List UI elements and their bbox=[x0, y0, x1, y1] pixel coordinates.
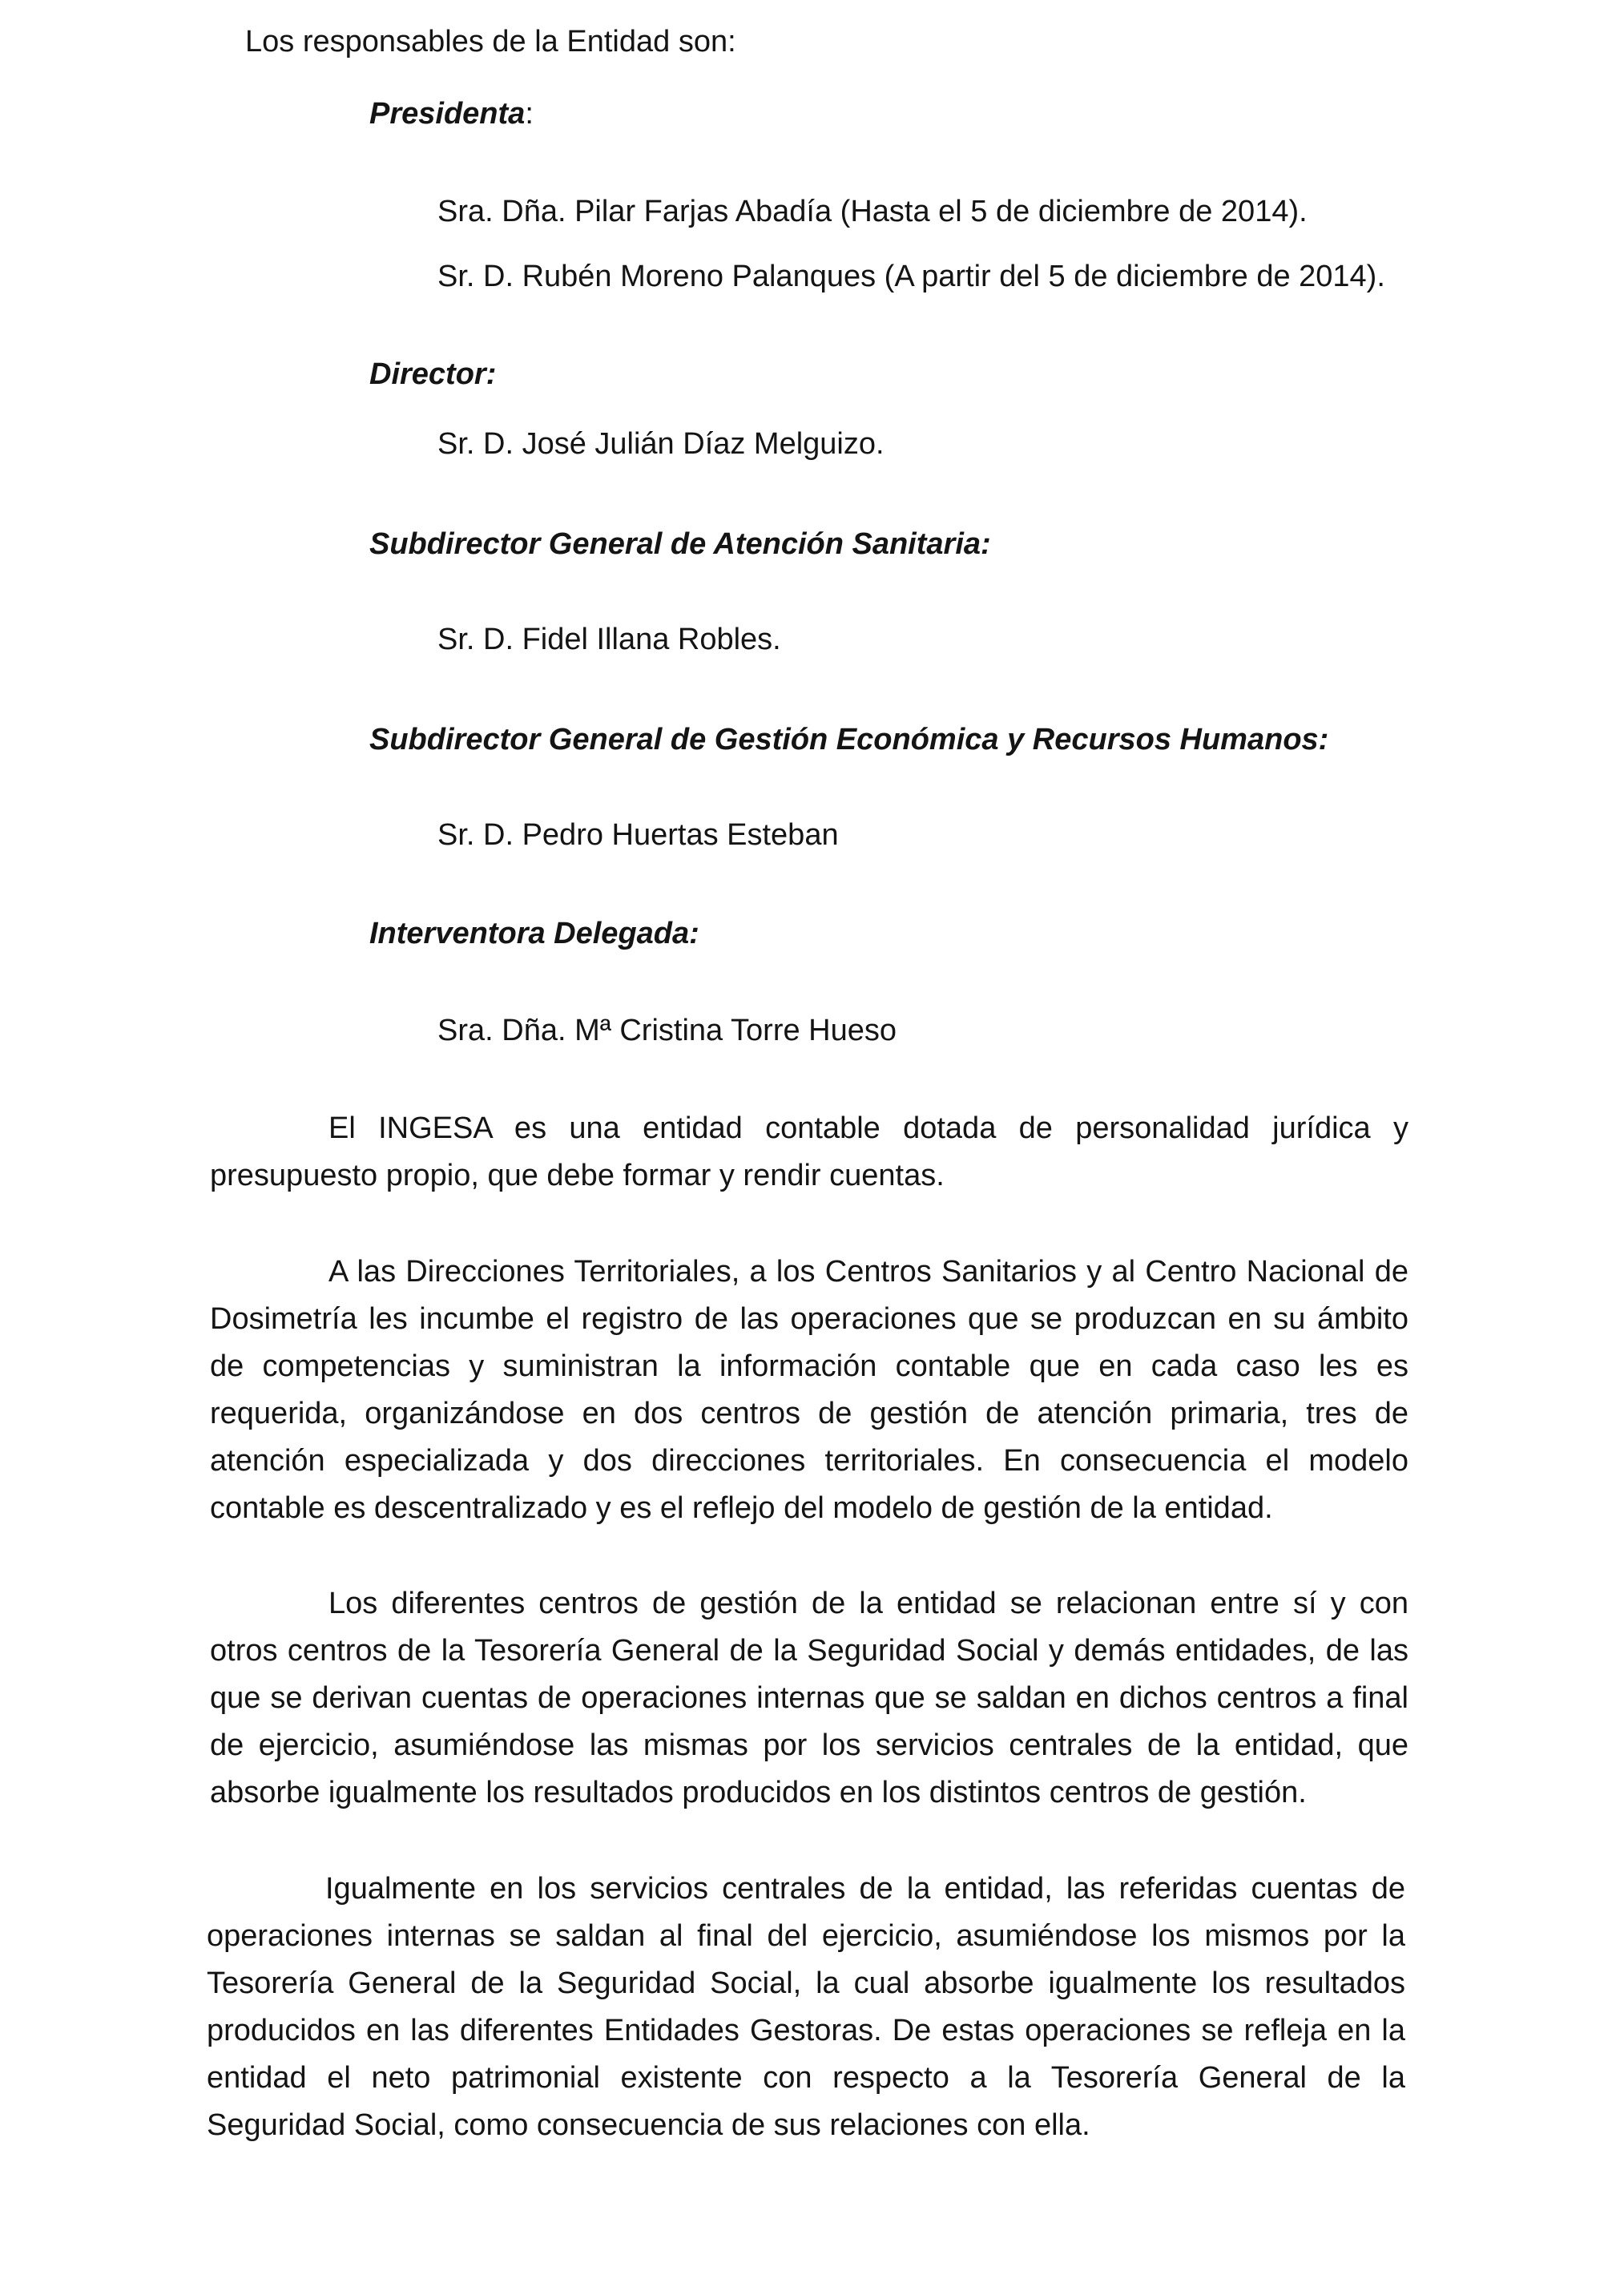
paragraph-4 bbox=[207, 1866, 1405, 2149]
role-director: Director: bbox=[369, 357, 497, 391]
intro-text: Los responsables de la Entidad son: bbox=[245, 25, 736, 58]
person-interventora: Sra. Dña. Mª Cristina Torre Hueso bbox=[437, 1014, 897, 1047]
paragraph-1 bbox=[210, 1105, 1408, 1200]
paragraph-3-text: Los diferentes centros de gestión de la entidad se relacionan entre sí y con otros centros de la Tesorería General de la Seguridad Social y demás entidades, de las que se derivan cuentas de operaciones internas que se saldan en dichos centros a final de ejercicio, asumiéndose las mismas por los servicios centrales de la entidad, que absorbe igualmente los resultados producidos en los distintos centros de gestión. bbox=[210, 1587, 1408, 1809]
person-director: Sr. D. José Julián Díaz Melguizo. bbox=[437, 427, 885, 461]
paragraph-3 bbox=[210, 1580, 1408, 1817]
paragraph-2 bbox=[210, 1248, 1408, 1532]
role-presidenta bbox=[369, 93, 534, 135]
person-subdirector-gestion: Sr. D. Pedro Huertas Esteban bbox=[437, 818, 839, 852]
person-presidenta-1: Sra. Dña. Pilar Farjas Abadía (Hasta el 5 de diciembre de 2014). bbox=[437, 195, 1308, 228]
paragraph-2-text: A las Direcciones Territoriales, a los Centros Sanitarios y al Centro Nacional de Dosimetría les incumbe el registro de las operaciones que se produzcan en su ámbito de competencias y suministran la información contable que en cada caso les es requerida, organizándose en dos centros de gestión de atención primaria, tres de atención especializada y dos direcciones territoriales. En consecuencia el modelo contable es descentralizado y es el reflejo del modelo de gestión de la entidad. bbox=[210, 1255, 1408, 1525]
role-subdirector-atencion: Subdirector General de Atención Sanitaria: bbox=[369, 527, 991, 561]
person-presidenta-2: Sr. D. Rubén Moreno Palanques (A partir del 5 de diciembre de 2014). bbox=[437, 260, 1385, 293]
role-presidenta-colon: : bbox=[525, 97, 534, 131]
role-subdirector-gestion: Subdirector General de Gestión Económica y Recursos Humanos: bbox=[369, 723, 1329, 756]
role-presidenta-title: Presidenta bbox=[369, 97, 526, 131]
person-subdirector-atencion: Sr. D. Fidel Illana Robles. bbox=[437, 623, 781, 656]
paragraph-4-text: Igualmente en los servicios centrales de la entidad, las referidas cuentas de operaciones internas se saldan al final del ejercicio, asumiéndose los mismos por la Tesorería General de la Seguridad Social, la cual absorbe igualmente los resultados producidos en las diferentes Entidades Gestoras. De estas operaciones se refleja en la entidad el neto patrimonial existente con respecto a la Tesorería General de la Seguridad Social, como consecuencia de sus relaciones con ella. bbox=[207, 1872, 1405, 2142]
paragraph-1-text: El INGESA es una entidad contable dotada de personalidad jurídica y presupuesto propio, que debe formar y rendir cuentas. bbox=[210, 1111, 1408, 1192]
role-interventora: Interventora Delegada: bbox=[369, 917, 699, 950]
